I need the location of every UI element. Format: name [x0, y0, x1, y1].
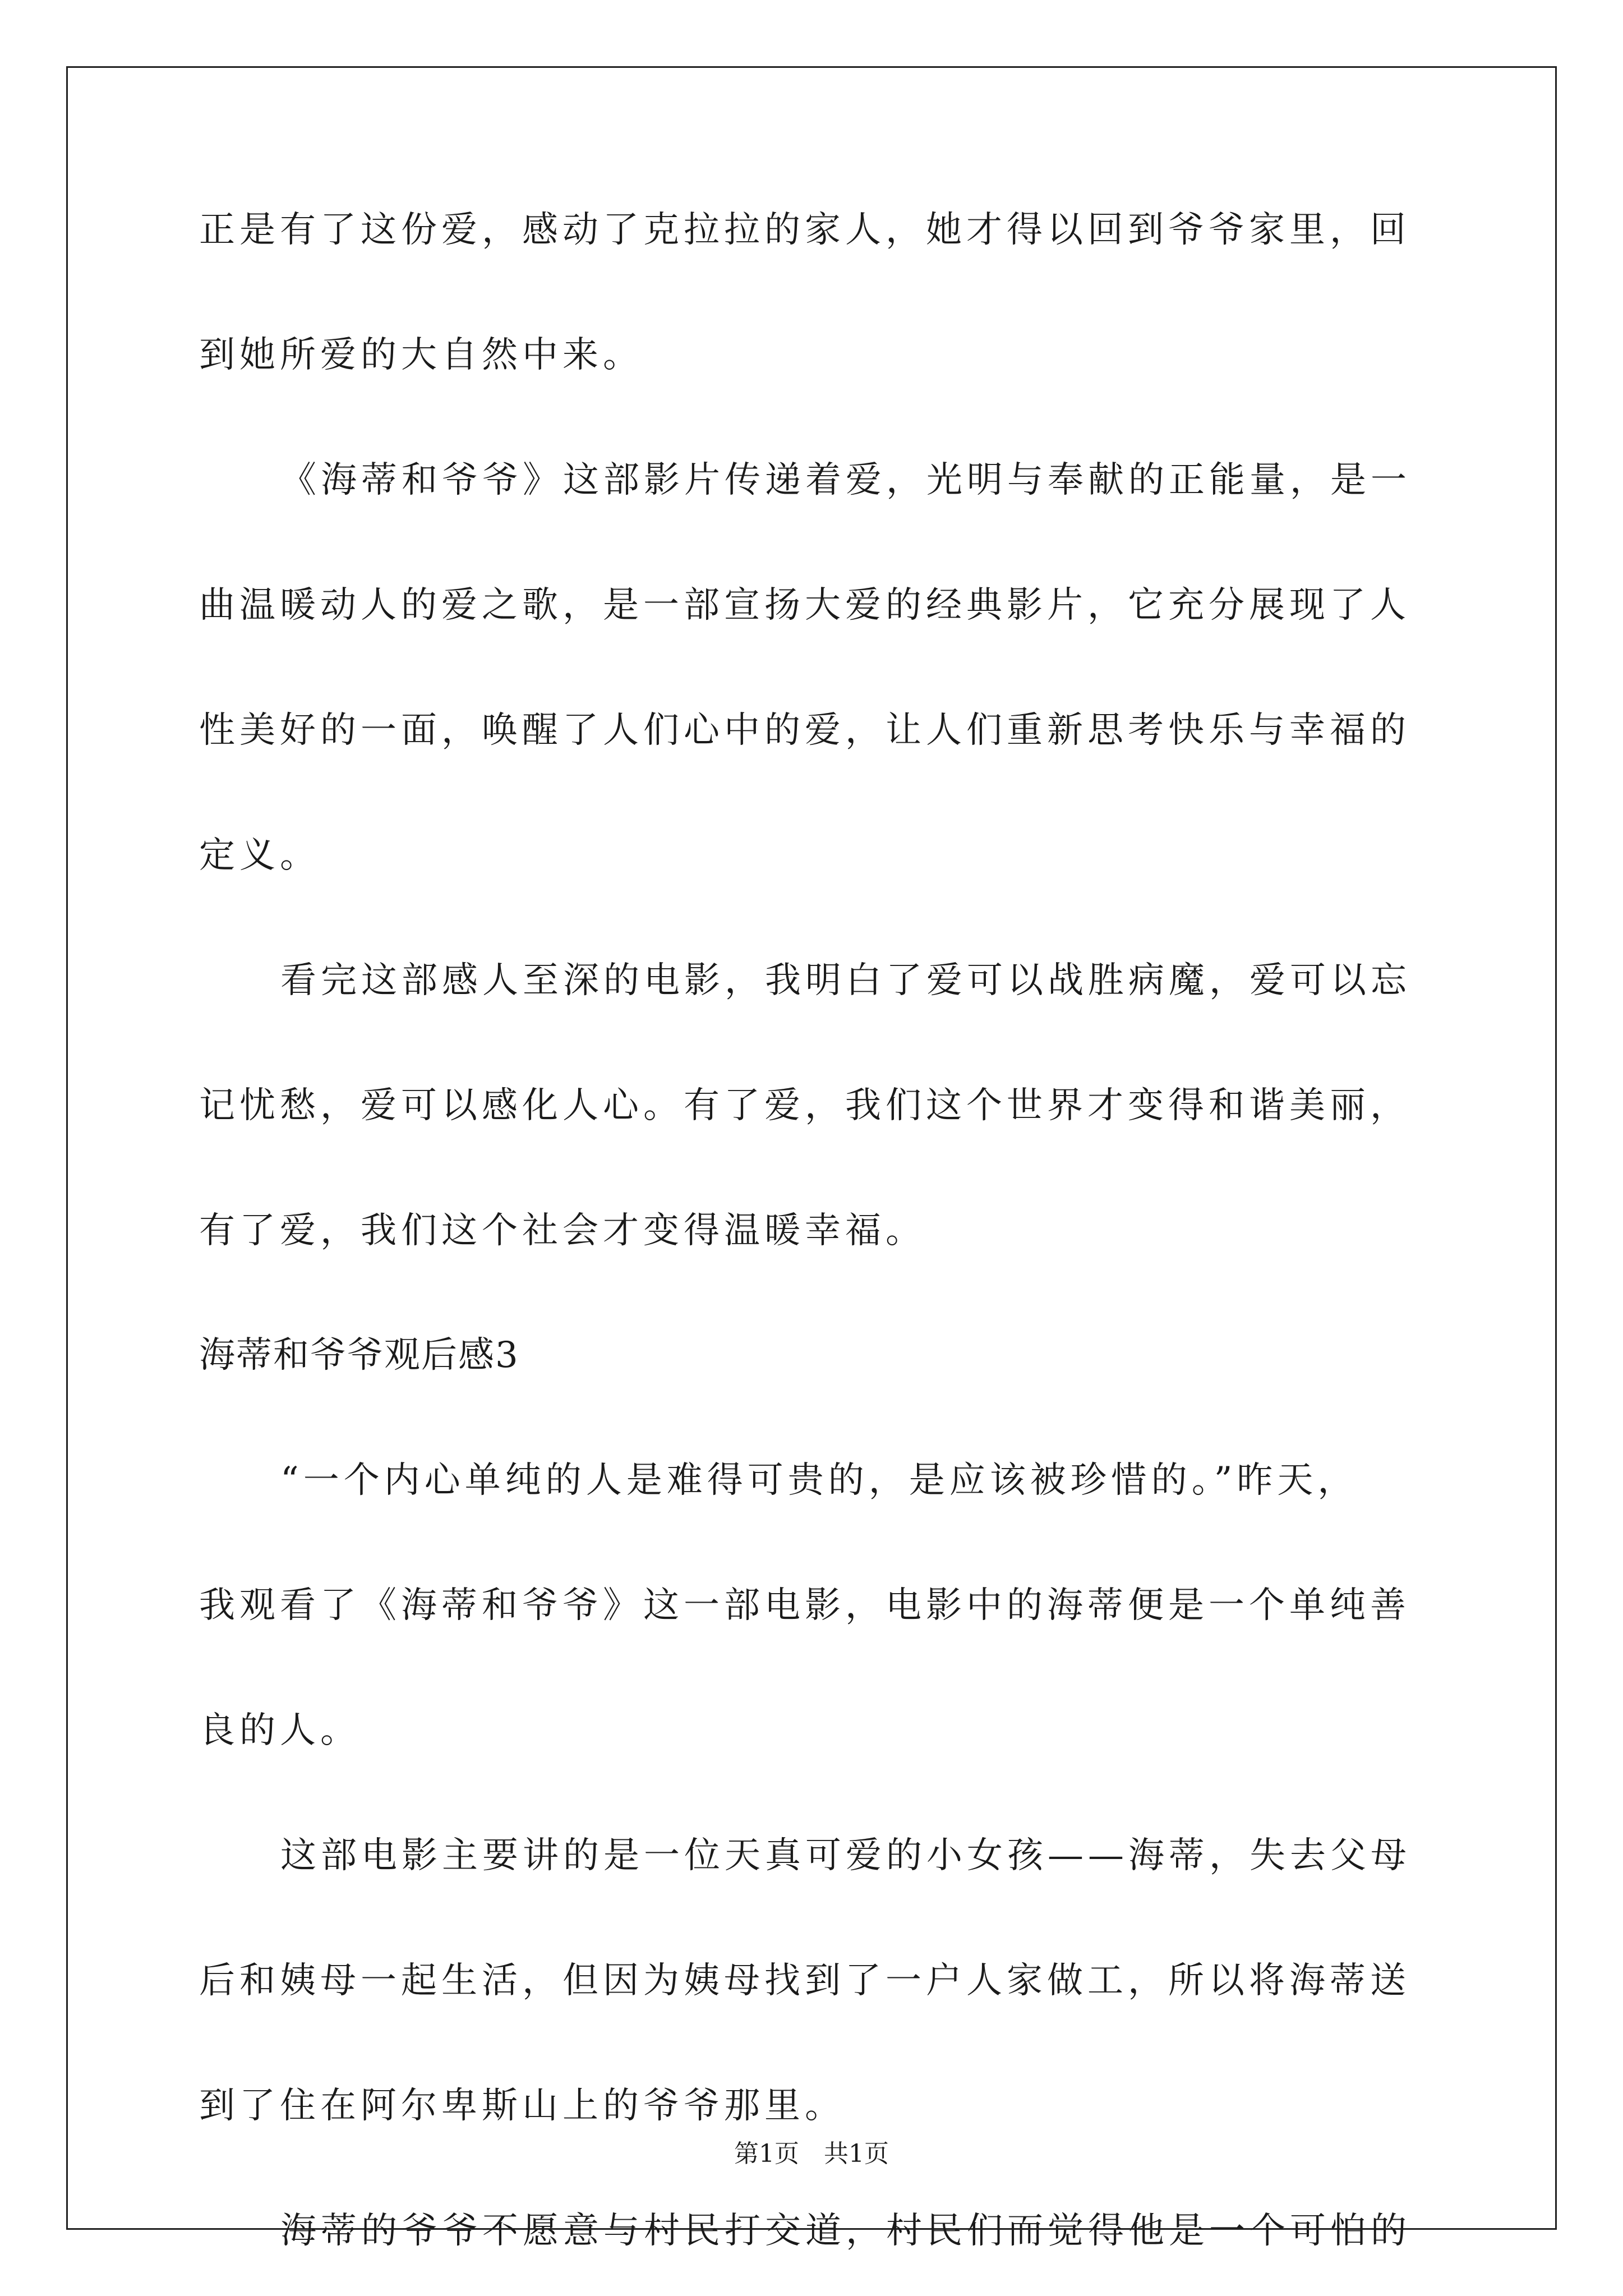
page-number-footer: 第1页 共1页 — [734, 2139, 889, 2168]
paragraph-line: 正是有了这份爱，感动了克拉拉的家人，她才得以回到爷爷家里，回 — [199, 209, 1410, 251]
paragraph-line: 记忧愁，爱可以感化人心。有了爱，我们这个世界才变得和谐美丽， — [199, 1085, 1410, 1126]
paragraph-line: 定义。 — [199, 835, 320, 876]
paragraph-line: 性美好的一面，唤醒了人们心中的爱，让人们重新思考快乐与幸福的 — [199, 710, 1410, 751]
paragraph-line: 看完这部感人至深的电影，我明白了爱可以战胜病魔，爱可以忘 — [280, 960, 1411, 1001]
paragraph-line: 后和姨母一起生活，但因为姨母找到了一户人家做工，所以将海蒂送 — [199, 1960, 1410, 2001]
paragraph-line: 这部电影主要讲的是一位天真可爱的小女孩——海蒂，失去父母 — [280, 1835, 1411, 1876]
document-body — [199, 208, 1427, 2253]
paragraph-line: 曲温暖动人的爱之歌，是一部宣扬大爱的经典影片，它充分展现了人 — [199, 585, 1410, 626]
paragraph-line: 到了住在阿尔卑斯山上的爷爷那里。 — [199, 2085, 845, 2127]
paragraph-line: “一个内心单纯的人是难得可贵的，是应该被珍惜的。”昨天， — [280, 1460, 1358, 1501]
paragraph-line: 《海蒂和爷爷》这部影片传递着爱，光明与奉献的正能量，是一 — [280, 459, 1411, 501]
section-heading: 海蒂和爷爷观后感3 — [199, 1335, 519, 1376]
paragraph-line: 海蒂的爷爷不愿意与村民打交道，村民们而觉得他是一个可怕的 — [280, 2210, 1411, 2252]
paragraph-line: 良的人。 — [199, 1710, 361, 1751]
paragraph-line: 到她所爱的大自然中来。 — [199, 334, 643, 376]
paragraph-line: 有了爱，我们这个社会才变得温暖幸福。 — [199, 1210, 926, 1251]
paragraph-line: 我观看了《海蒂和爷爷》这一部电影，电影中的海蒂便是一个单纯善 — [199, 1585, 1410, 1626]
